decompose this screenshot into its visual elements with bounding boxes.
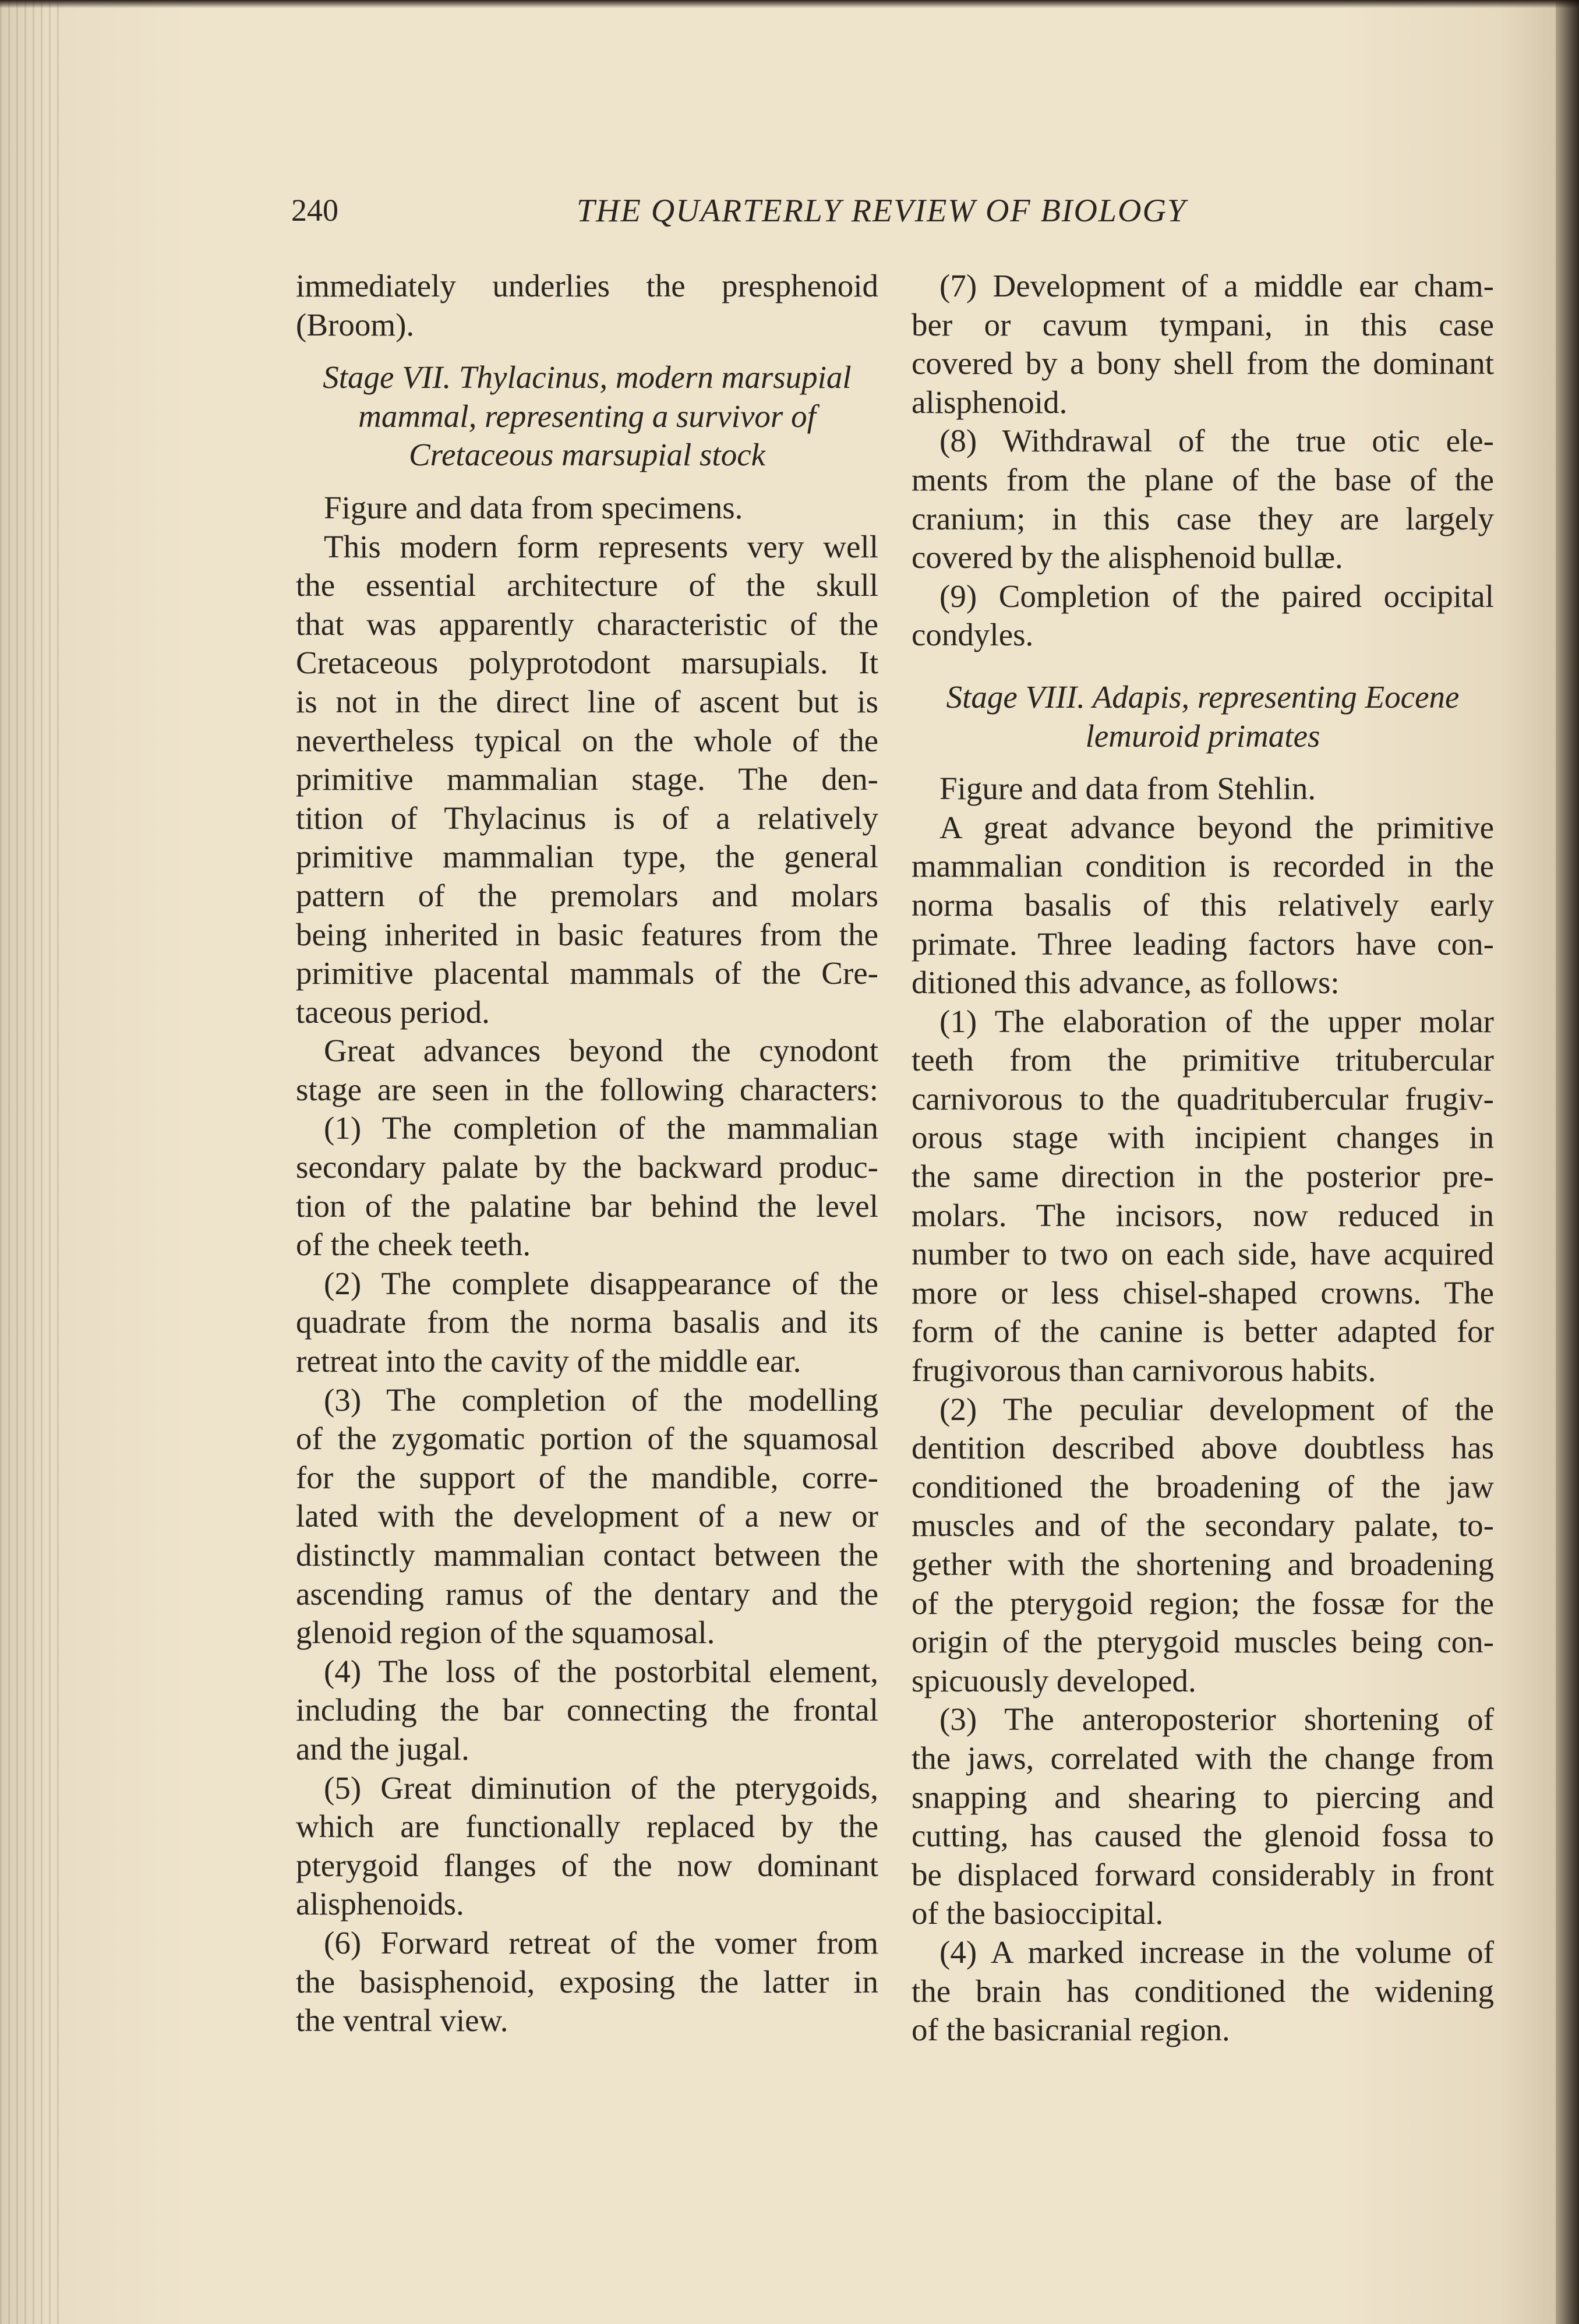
text-line: tion of the palatine bar behind the level: [296, 1188, 878, 1224]
text-line: ditioned this advance, as follows:: [912, 965, 1340, 1001]
text-line: the same direction in the posterior pre-: [912, 1159, 1494, 1195]
spacer: [296, 344, 878, 358]
text-line: the ventral view.: [296, 2002, 508, 2039]
text-line: condyles.: [912, 617, 1034, 653]
text-line: quadrate from the norma basalis and its: [296, 1304, 878, 1340]
text-line: of the zygomatic portion of the squamosal: [296, 1421, 878, 1457]
text-line: teeth from the primitive tritubercular: [912, 1042, 1494, 1078]
text-line: dentition described above doubtless has: [912, 1430, 1494, 1466]
text-line: including the bar connecting the frontal: [296, 1692, 878, 1728]
text-line: ments from the plane of the base of the: [912, 461, 1494, 497]
text-line: more or less chisel-shaped crowns. The: [912, 1274, 1494, 1311]
text-line: for the support of the mandible, corre-: [296, 1459, 878, 1495]
page-right-edge: [1556, 0, 1579, 2324]
text-line: primitive mammalian type, the general: [296, 839, 878, 875]
text-line: be displaced forward considerably in front: [912, 1856, 1494, 1892]
text-line: of the pterygoid region; the fossæ for the: [912, 1585, 1494, 1621]
page-number: 240: [291, 193, 338, 228]
text-line: the basisphenoid, exposing the latter in: [296, 1963, 878, 2000]
spacer: [912, 755, 1494, 769]
text-line: (4) A marked increase in the volume of: [939, 1934, 1494, 1970]
text-line: (8) Withdrawal of the true otic ele-: [939, 423, 1494, 459]
section-heading: mammal, representing a survivor of: [358, 398, 816, 434]
journal-title: THE QUARTERLY REVIEW OF BIOLOGY: [577, 193, 1187, 229]
text-line: conditioned the broadening of the jaw: [912, 1468, 1494, 1504]
section-heading: Stage VII. Thylacinus, modern marsupial: [323, 359, 852, 395]
text-line: cranium; in this case they are largely: [912, 500, 1494, 536]
text-line: tition of Thylacinus is of a relatively: [296, 800, 878, 836]
text-line: the jaws, correlated with the change from: [912, 1740, 1494, 1776]
text-line: glenoid region of the squamosal.: [296, 1615, 715, 1651]
text-line: taceous period.: [296, 994, 490, 1030]
text-line: which are functionally replaced by the: [296, 1809, 878, 1845]
text-line: Cretaceous polyprotodont marsupials. It: [296, 645, 878, 681]
text-line: (7) Development of a middle ear cham-: [939, 268, 1494, 303]
page-top-edge: [0, 0, 1579, 8]
text-line: that was apparently characteristic of the: [296, 606, 878, 642]
text-line: alisphenoid.: [912, 384, 1068, 420]
text-line: secondary palate by the backward produc-: [296, 1149, 878, 1185]
text-line: (3) The completion of the modelling: [324, 1382, 878, 1418]
text-line: pterygoid flanges of the now dominant: [296, 1847, 878, 1883]
section-heading: lemuroid primates: [1085, 718, 1320, 754]
text-line: (3) The anteroposterior shortening of: [939, 1701, 1494, 1737]
text-line: being inherited in basic features from the: [296, 916, 878, 952]
text-line: (1) The elaboration of the upper molar: [939, 1003, 1494, 1039]
text-line: gether with the shortening and broadening: [912, 1546, 1494, 1582]
text-line: the essential architecture of the skull: [296, 567, 878, 603]
page-spine-shadow: [0, 0, 64, 2324]
right-column: [912, 267, 1494, 2050]
text-line: cutting, has caused the glenoid fossa to: [912, 1818, 1494, 1854]
text-line: Figure and data from specimens.: [324, 489, 743, 525]
text-line: pattern of the premolars and molars: [296, 877, 878, 913]
text-line: (1) The completion of the mammalian: [324, 1110, 878, 1146]
text-line: (6) Forward retreat of the vomer from: [324, 1924, 878, 1961]
text-line: is not in the direct line of ascent but is: [296, 683, 878, 719]
text-line: snapping and shearing to piercing and: [912, 1779, 1494, 1815]
text-line: number to two on each side, have acquired: [912, 1236, 1494, 1272]
text-line: distinctly mammalian contact between the: [296, 1537, 878, 1573]
text-line: (4) The loss of the postorbital element,: [324, 1653, 878, 1689]
text-line: primate. Three leading factors have con-: [912, 926, 1494, 962]
text-line: covered by the alisphenoid bullæ.: [912, 539, 1343, 575]
text-line: stage are seen in the following characters:: [296, 1071, 878, 1107]
section-heading: Stage VIII. Adapis, representing Eocene: [946, 679, 1460, 715]
text-line: muscles and of the secondary palate, to-: [912, 1507, 1494, 1544]
text-line: covered by a bony shell from the dominant: [912, 345, 1494, 382]
text-line: norma basalis of this relatively early: [912, 886, 1494, 923]
spacer: [296, 475, 878, 489]
left-column: [296, 267, 878, 2040]
text-line: spicuously developed.: [912, 1662, 1196, 1698]
text-line: of the basioccipital.: [912, 1895, 1164, 1931]
text-line: alisphenoids.: [296, 1886, 464, 1922]
text-line: ascending ramus of the dentary and the: [296, 1576, 878, 1612]
text-line: primitive placental mammals of the Cre-: [296, 955, 878, 991]
text-line: frugivorous than carnivorous habits.: [912, 1352, 1376, 1389]
text-line: (2) The complete disappearance of the: [324, 1265, 878, 1301]
text-line: This modern form represents very well: [324, 528, 878, 564]
running-header: [0, 186, 1579, 239]
text-line: mammalian condition is recorded in the: [912, 848, 1494, 884]
text-line: (2) The peculiar development of the: [939, 1391, 1494, 1427]
text-line: nevertheless typical on the whole of the: [296, 722, 878, 758]
text-line: retreat into the cavity of the middle ear.: [296, 1343, 801, 1379]
text-line: Great advances beyond the cynodont: [324, 1033, 878, 1069]
text-line: lated with the development of a new or: [296, 1498, 878, 1534]
text-line: A great advance beyond the primitive: [939, 809, 1494, 845]
text-line: Figure and data from Stehlin.: [939, 771, 1316, 807]
spacer: [912, 655, 1494, 678]
text-line: immediately underlies the presphenoid: [296, 268, 878, 303]
text-line: ber or cavum tympani, in this case: [912, 306, 1494, 342]
text-line: of the basicranial region.: [912, 2012, 1230, 2048]
text-line: carnivorous to the quadritubercular frugiv-: [912, 1080, 1494, 1117]
text-line: origin of the pterygoid muscles being con-: [912, 1624, 1494, 1660]
text-line: of the cheek teeth.: [296, 1227, 531, 1263]
text-line: form of the canine is better adapted for: [912, 1313, 1494, 1350]
text-line: (9) Completion of the paired occipital: [939, 578, 1494, 614]
text-line: molars. The incisors, now reduced in: [912, 1197, 1494, 1233]
text-line: and the jugal.: [296, 1730, 469, 1767]
section-heading: Cretaceous marsupial stock: [408, 437, 766, 473]
text-line: (5) Great diminution of the pterygoids,: [324, 1770, 878, 1806]
text-line: (Broom).: [296, 306, 415, 342]
text-line: the brain has conditioned the widening: [912, 1973, 1494, 2009]
text-line: primitive mammalian stage. The den-: [296, 761, 878, 797]
text-line: orous stage with incipient changes in: [912, 1119, 1494, 1156]
